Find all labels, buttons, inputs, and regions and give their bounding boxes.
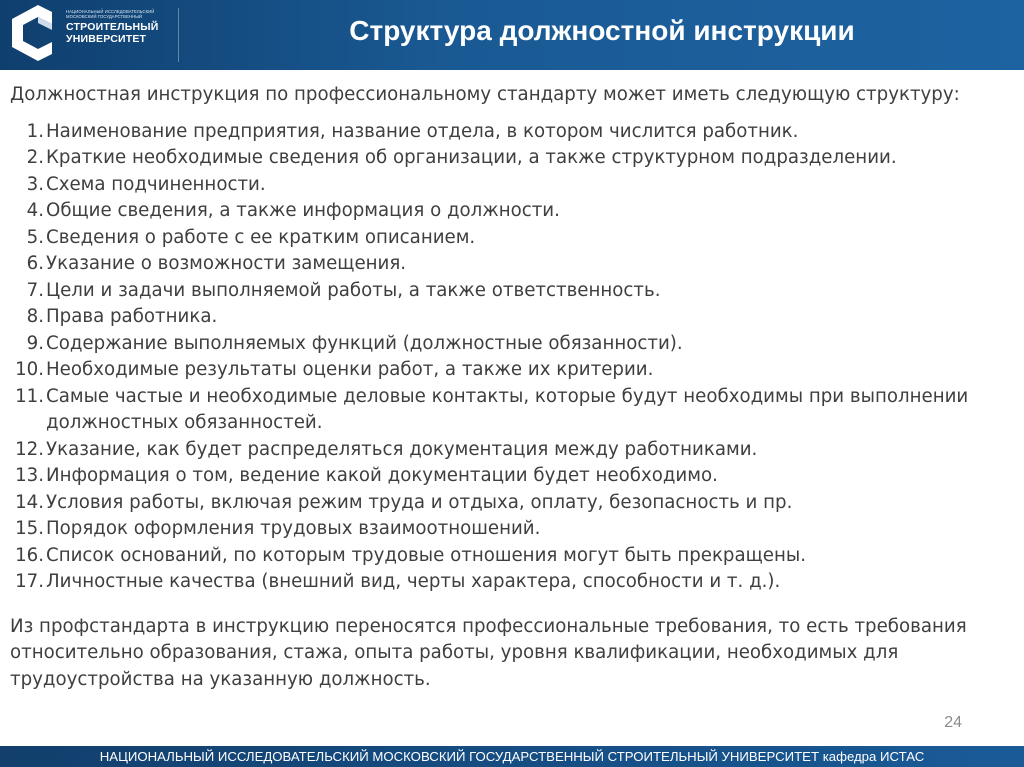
list-item-number: 16. <box>15 544 44 566</box>
list-item-text: Цели и задачи выполняемой работы, а также ответственность. <box>46 279 661 301</box>
list-item-text: Краткие необходимые сведения об организации, а также структурном подразделении. <box>46 147 897 168</box>
list-item-text: Содержание выполняемых функций (должностные обязанности). <box>46 332 683 354</box>
logo-small-text: НАЦИОНАЛЬНЫЙ ИССЛЕДОВАТЕЛЬСКИЙ МОСКОВСКИЙ ГОСУДАРСТВЕННЫЙ <box>66 9 155 19</box>
list-item <box>10 119 995 146</box>
list-item <box>10 145 995 172</box>
list-item <box>10 198 995 225</box>
page-number: 24 <box>944 714 962 731</box>
list-item <box>10 331 995 358</box>
list-item-number: 1. <box>26 120 44 142</box>
list-item-number: 2. <box>26 147 44 168</box>
logo-name <box>66 21 176 45</box>
list-item-text: Схема подчиненности. <box>46 173 266 195</box>
list-item-number: 3. <box>26 173 44 195</box>
list-item-text: Указание о возможности замещения. <box>46 253 407 274</box>
list-item-number: 11. <box>15 385 44 407</box>
list-item-text: Самые частые и необходимые деловые контакты, которые будут необходимы при выполнении должностных обязанностей. <box>46 385 969 433</box>
list-item-text: Личностные качества (внешний вид, черты характера, способности и т. д.). <box>46 571 781 592</box>
slide-title: Структура должностной инструкции <box>349 15 855 46</box>
list-item <box>10 463 995 490</box>
list-item <box>10 569 995 596</box>
header-bar <box>0 0 1024 70</box>
slide-content <box>10 82 995 693</box>
list-item-text: Указание, как будет распределяться документация между работниками. <box>46 438 758 460</box>
list-item-number: 14. <box>15 491 44 513</box>
list-item-text: Права работника. <box>46 306 218 327</box>
list-item-number: 9. <box>26 332 44 354</box>
list-item <box>10 278 995 305</box>
outro-paragraph: Из профстандарта в инструкцию переносятся профессиональные требования, то есть требования относительно образования, стажа, опыта работы, уровня квалификации, необходимых для трудоустройства на указанную должность. <box>10 615 967 690</box>
list-item-number: 12. <box>15 438 44 460</box>
list-item-number: 17. <box>15 571 44 592</box>
list-item-text: Информация о том, ведение какой документации будет необходимо. <box>46 465 718 486</box>
list-item-text: Список оснований, по которым трудовые отношения могут быть прекращены. <box>46 544 806 566</box>
list-item <box>10 251 995 278</box>
header-divider <box>178 8 179 62</box>
list-item-number: 4. <box>26 200 44 221</box>
list-item <box>10 357 995 384</box>
logo-name-line1: СТРОИТЕЛЬНЫЙ <box>66 21 159 33</box>
list-item-number: 15. <box>15 518 44 539</box>
list-item-text: Условия работы, включая режим труда и отдыха, оплату, безопасность и пр. <box>46 491 793 513</box>
structure-list <box>10 119 995 596</box>
list-item-number: 6. <box>26 253 44 274</box>
list-item-number: 13. <box>15 465 44 486</box>
list-item-number: 8. <box>26 306 44 327</box>
list-item <box>10 490 995 517</box>
list-item-text: Сведения о работе с ее кратким описанием. <box>46 226 476 248</box>
list-item-text: Порядок оформления трудовых взаимоотношений. <box>46 518 541 539</box>
list-item <box>10 516 995 543</box>
list-item-text: Наименование предприятия, название отдела, в котором числится работник. <box>46 120 799 142</box>
list-item <box>10 304 995 331</box>
list-item <box>10 384 995 437</box>
list-item-text: Общие сведения, а также информация о должности. <box>46 200 560 221</box>
list-item <box>10 225 995 252</box>
list-item-text: Необходимые результаты оценки работ, а также их критерии. <box>46 359 654 380</box>
footer-text: НАЦИОНАЛЬНЫЙ ИССЛЕДОВАТЕЛЬСКИЙ МОСКОВСКИЙ ГОСУДАРСТВЕННЫЙ СТРОИТЕЛЬНЫЙ УНИВЕРСИТЕТ кафедра ИСТАС <box>99 749 925 764</box>
list-item-number: 5. <box>26 226 44 248</box>
intro-paragraph: Должностная инструкция по профессиональному стандарту может иметь следующую структуру: <box>10 84 960 105</box>
list-item <box>10 543 995 570</box>
list-item <box>10 437 995 464</box>
list-item-number: 7. <box>26 279 44 301</box>
list-item <box>10 172 995 199</box>
list-item-number: 10. <box>15 359 44 380</box>
logo-c-icon <box>6 4 60 62</box>
footer-bar <box>0 746 1024 767</box>
university-logo <box>0 0 175 70</box>
logo-name-line2: УНИВЕРСИТЕТ <box>66 33 147 45</box>
